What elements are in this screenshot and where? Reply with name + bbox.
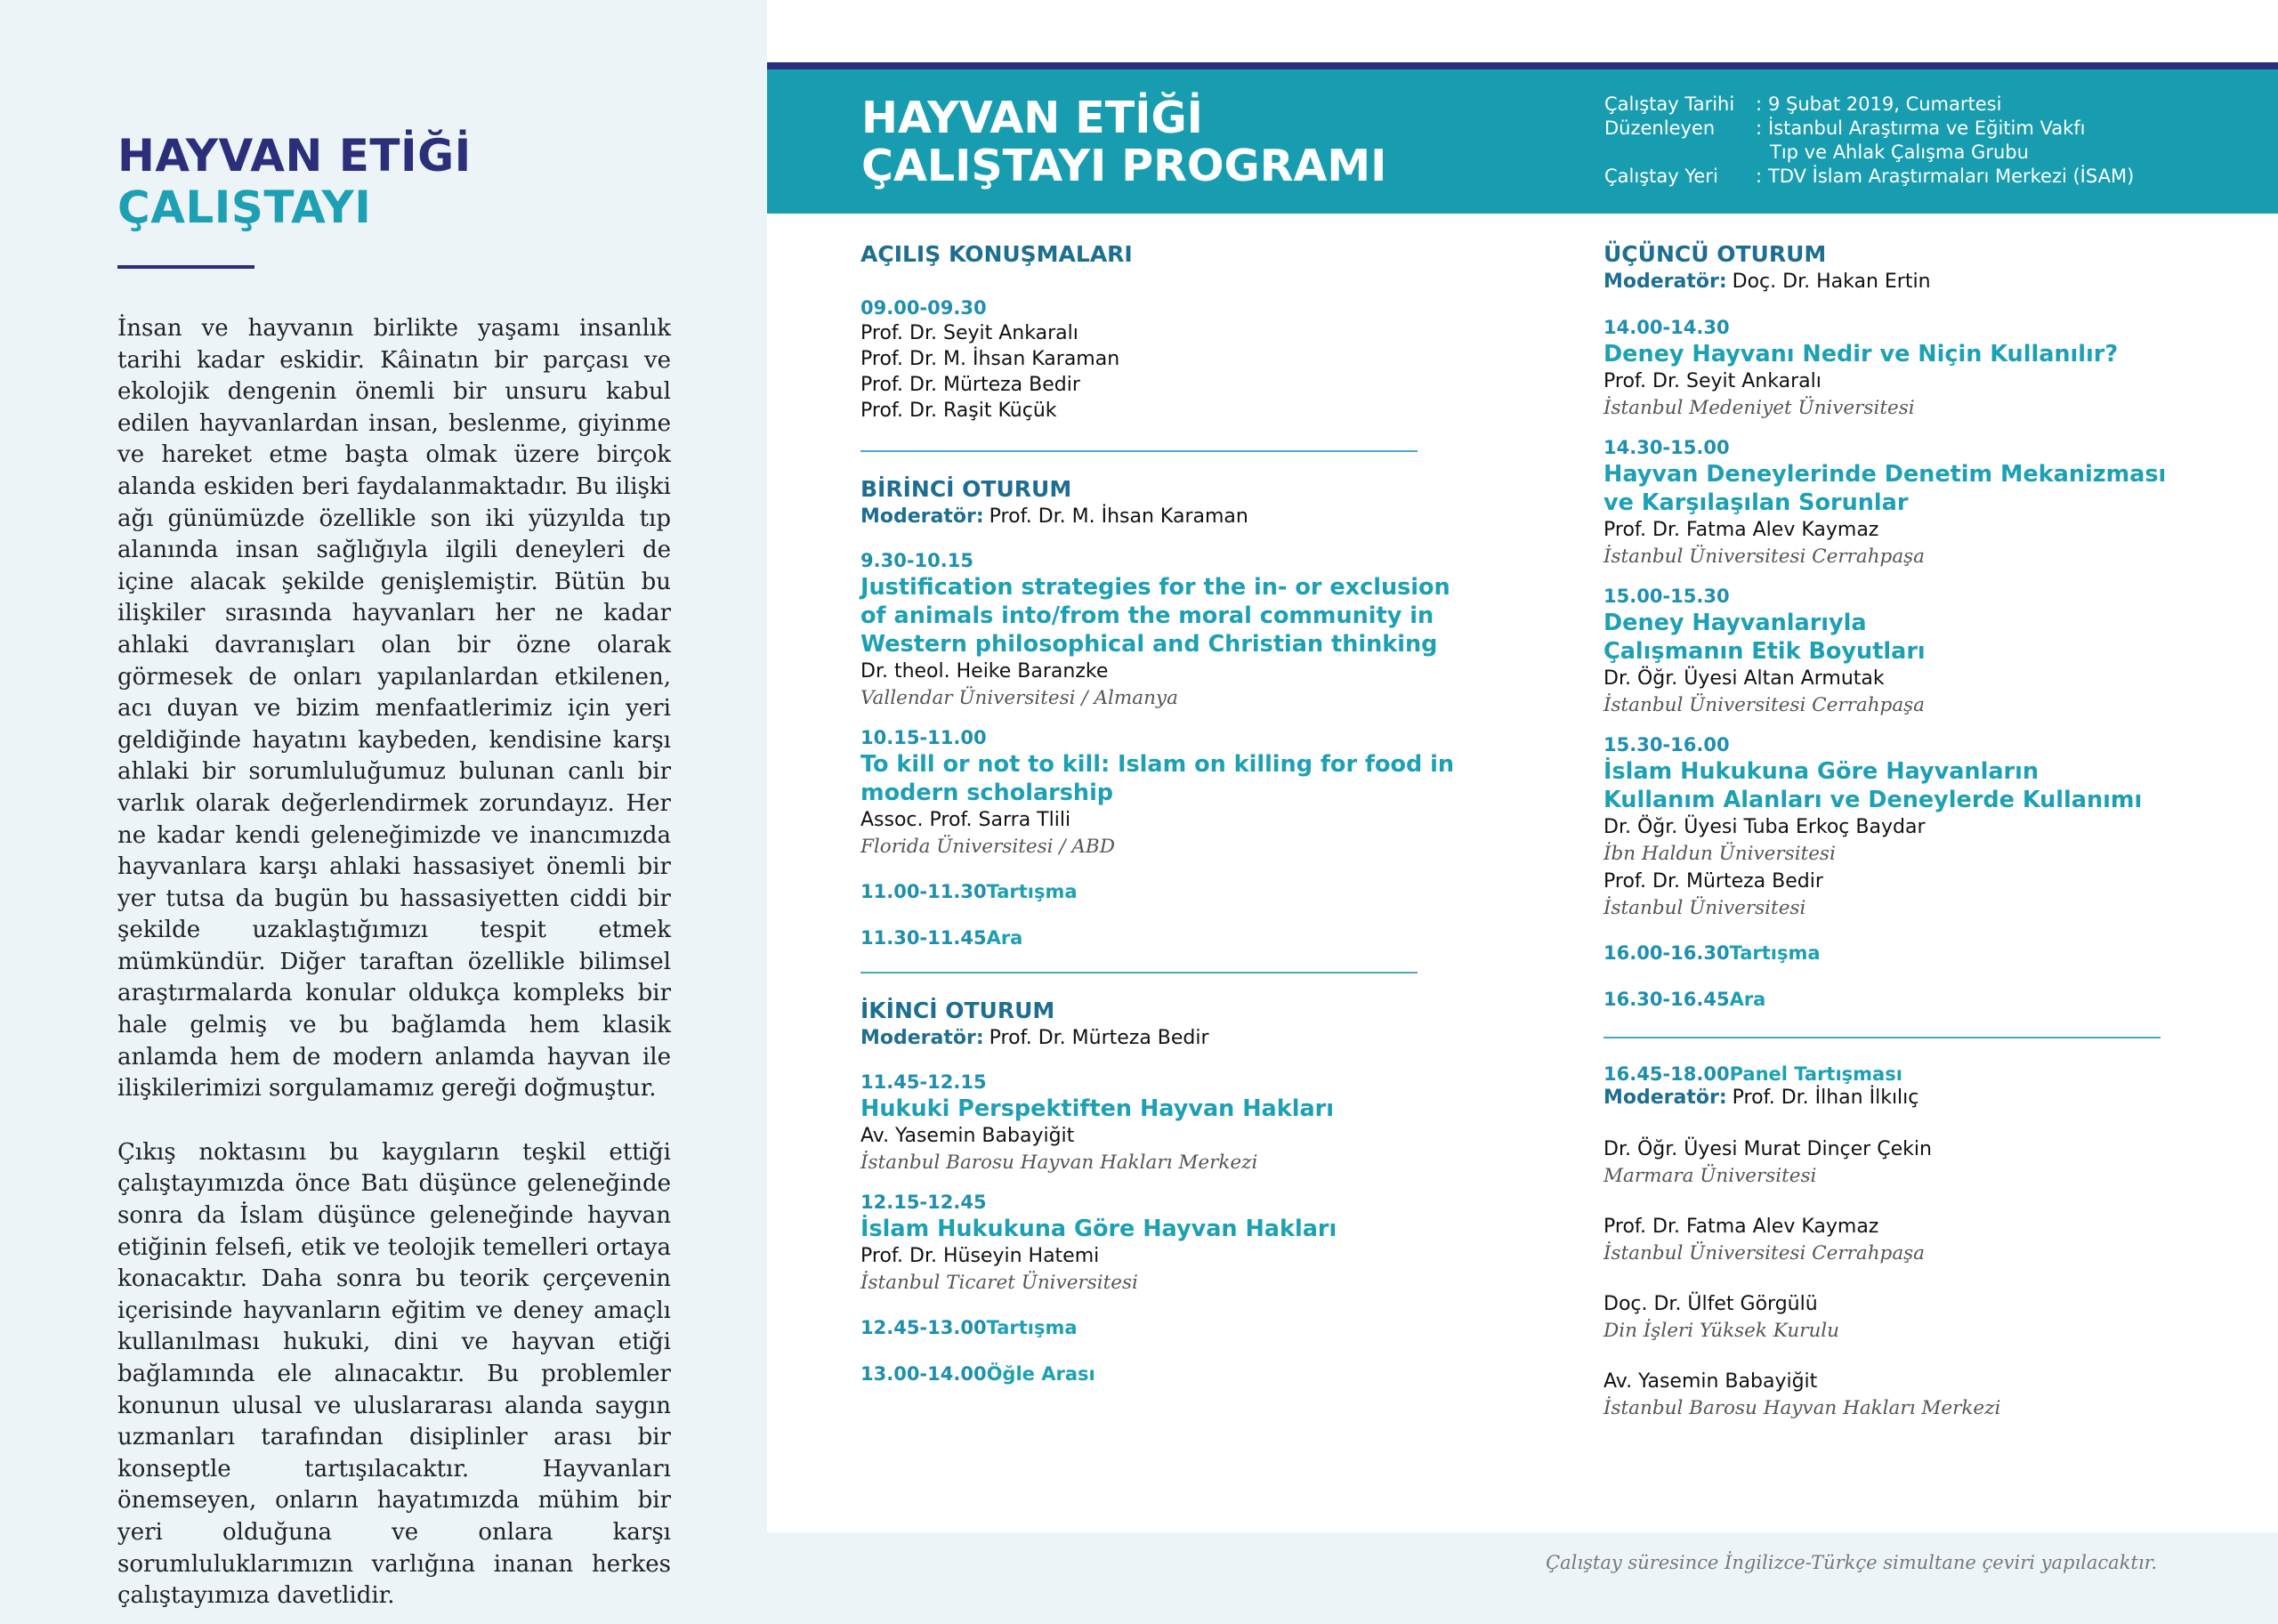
moderator-name: Prof. Dr. M. İhsan Karaman <box>989 505 1248 528</box>
break-item <box>860 1363 1419 1385</box>
session2-title: İKİNCİ OTURUM <box>860 998 1055 1023</box>
institution: İstanbul Ticaret Üniversitesi <box>860 1272 1138 1294</box>
institution: İstanbul Üniversitesi Cerrahpaşa <box>1603 545 1925 568</box>
speaker: Prof. Dr. Seyit Ankaralı <box>860 322 1078 344</box>
break-label: Ara <box>1729 989 1766 1010</box>
break-time: 16.00-16.30 <box>1603 942 1730 964</box>
institution: İbn Haldun Üniversitesi <box>1603 843 1836 865</box>
speaker: Dr. theol. Heike Baranzke <box>860 660 1109 683</box>
break-label: Ara <box>986 927 1023 949</box>
institution: İstanbul Barosu Hayvan Hakları Merkezi <box>860 1151 1258 1174</box>
info-value: 9 Şubat 2019, Cumartesi <box>1768 93 2002 115</box>
panelist: Av. Yasemin Babayiğit <box>1603 1370 1818 1393</box>
info-value: Tıp ve Ahlak Çalışma Grubu <box>1770 141 2029 163</box>
session3-title: ÜÇÜNCÜ OTURUM <box>1603 241 1827 267</box>
talk-time: 14.30-15.00 <box>1603 437 1730 458</box>
moderator-name: Prof. Dr. Mürteza Bedir <box>989 1027 1209 1049</box>
talk-title: To kill or not to kill: Islam on killing for food in <box>860 751 1455 778</box>
panel-heading <box>1603 1063 2162 1085</box>
moderator-name: Doç. Dr. Hakan Ertin <box>1732 271 1931 293</box>
panel-time: 16.45-18.00 <box>1603 1063 1730 1085</box>
talk-title: Hukuki Perspektiften Hayvan Hakları <box>860 1095 1334 1122</box>
program-column-left <box>860 240 1455 1385</box>
moderator <box>860 1025 1419 1052</box>
info-row-date: Çalıştay Tarihi : 9 Şubat 2019, Cumartesi <box>1604 93 2002 115</box>
left-title-line2: ÇALIŞTAYI <box>117 182 372 233</box>
break-time: 11.30-11.45 <box>860 927 987 949</box>
moderator-label: Moderatör: <box>1603 271 1727 293</box>
talk-time: 15.30-16.00 <box>1603 734 1730 755</box>
panelist: Dr. Öğr. Üyesi Murat Dinçer Çekin <box>1603 1138 1932 1160</box>
talk-title: Çalışmanın Etik Boyutları <box>1603 638 1926 665</box>
talk-time: 11.45-12.15 <box>860 1071 987 1093</box>
talk-title: modern scholarship <box>860 780 1114 806</box>
talk-title: İslam Hukukuna Göre Hayvanların <box>1603 758 2040 785</box>
speaker: Dr. Öğr. Üyesi Altan Armutak <box>1603 667 1885 690</box>
break-item <box>860 881 1419 902</box>
intro-paragraph-2: Çıkış noktasını bu kaygıların teşkil ettiği çalıştayımızda önce Batı düşünce geleneğinde sonra da İslam düşünce geleneğinde hayvan etiğinin felsefi, etik ve teolojik temelleri ortaya konacaktır. Daha sonra bu teorik çerçevenin içerisinde hayvanların eğitim ve deney amaçlı kullanılması hukuki, dini ve hayvan etiği bağlamında ele alınacaktır. Bu problemler konunun ulusal ve uluslararası alanda saygın uzmanları tarafından disiplinler arası bir konseptle tartışılacaktır. Hayvanları önemseyen, onların hayatımızda mühim bir yeri olduğuna ve onlara karşı sorumluluklarımızın varlığına inanan herkes çalıştayımıza davetlidir. <box>117 1138 671 1610</box>
institution: İstanbul Barosu Hayvan Hakları Merkezi <box>1603 1397 2001 1419</box>
institution: İstanbul Medeniyet Üniversitesi <box>1603 397 1915 419</box>
institution: İstanbul Üniversitesi Cerrahpaşa <box>1603 694 1925 716</box>
program-title-line2: ÇALIŞTAYI PROGRAMI <box>861 141 1387 191</box>
program-title <box>861 94 1386 190</box>
talk-title: ve Karşılaşılan Sorunlar <box>1603 489 1909 516</box>
event-info <box>1604 93 2134 189</box>
speaker: Assoc. Prof. Sarra Tlili <box>860 809 1071 831</box>
translation-note: Çalıştay süresince İngilizce-Türkçe simultane çeviri yapılacaktır. <box>1546 1552 2157 1573</box>
intro-paragraph-1: İnsan ve hayvanın birlikte yaşamı insanlık tarihi kadar eskidir. Kâinatın bir parçası ve ekolojik dengenin önemli bir unsuru kabul edilen hayvanlardan insan, beslenme, giyinme ve hareket etme başta olmak üzere birçok alanda eskiden beri faydalanmaktadır. Bu ilişki ağı günümüzde özellikle son iki yüzyılda tıp alanında insan sağlığıyla ilgili deneyleri de içine alacak şekilde genişlemiştir. Bütün bu ilişkiler sırasında hayvanları her ne kadar ahlaki davranışları olan bir özne olarak görmesek de onları yapılanlardan etkilenen, acı duyan ve bizim menfaatlerimiz için yeri geldiğinde hayatını kaybeden, kendisine karşı ahlaki bir sorumluluğumuz bulunan canlı bir varlık olarak değerlendirmek zorundayız. Her ne kadar kendi geleneğimizde ve inancımızda hayvanlara karşı ahlaki hassasiyet önemli bir yer tutsa da bugün bu hassasiyetten ciddi bir şekilde uzaklaştığımızı tespit etmek mümkündür. Diğer taraftan özellikle bilimsel araştırmalarda konular oldukça kompleks bir hale gelmiş ve bu bağlamda hem klasik anlamda hem de modern anlamda hayvan ile ilişkilerimizi sorgulamamız gereği doğmuştur. <box>117 315 671 1103</box>
speaker: Dr. Öğr. Üyesi Tuba Erkoç Baydar <box>1603 816 1926 838</box>
opening-title: AÇILIŞ KONUŞMALARI <box>860 241 1133 267</box>
panelist: Doç. Dr. Ülfet Görgülü <box>1603 1293 1818 1315</box>
break-label: Tartışma <box>1729 942 1821 964</box>
break-label: Öğle Arası <box>986 1363 1095 1385</box>
break-item <box>860 927 1419 949</box>
talk-title: Deney Hayvanlarıyla <box>1603 610 1867 636</box>
program-column-right <box>1603 240 2167 1423</box>
intro-text <box>117 313 671 1624</box>
speaker: Prof. Dr. Mürteza Bedir <box>860 374 1080 396</box>
institution: Florida Üniversitesi / ABD <box>860 836 1115 858</box>
moderator-label: Moderatör: <box>1603 1087 1727 1109</box>
speaker: Prof. Dr. Raşit Küçük <box>860 400 1057 422</box>
institution: Vallendar Üniversitesi / Almanya <box>860 687 1178 709</box>
moderator <box>1603 1085 2162 1111</box>
moderator <box>860 504 1419 530</box>
speaker: Prof. Dr. Seyit Ankaralı <box>1603 370 1822 392</box>
talk-title: Western philosophical and Christian thinking <box>860 631 1438 658</box>
break-time: 11.00-11.30 <box>860 881 987 902</box>
break-item <box>1603 989 2162 1010</box>
break-item <box>1603 942 2162 964</box>
info-row-venue: Çalıştay Yeri : TDV İslam Araştırmaları Merkezi (İSAM) <box>1604 166 2135 187</box>
session-time: 09.00-09.30 <box>860 297 987 319</box>
talk-time: 10.15-11.00 <box>860 727 987 748</box>
institution: İstanbul Üniversitesi Cerrahpaşa <box>1603 1242 1925 1264</box>
info-label <box>1604 141 1756 165</box>
talk-time: 12.15-12.45 <box>860 1192 987 1213</box>
break-time: 13.00-14.00 <box>860 1363 987 1385</box>
talk-title: İslam Hukukuna Göre Hayvan Hakları <box>860 1216 1337 1242</box>
info-value: İstanbul Araştırma ve Eğitim Vakfı <box>1768 117 2086 139</box>
program-header <box>767 69 2278 214</box>
talk-time: 14.00-14.30 <box>1603 317 1730 338</box>
header-top-stripe <box>767 62 2278 69</box>
talk-title: Hayvan Deneylerinde Denetim Mekanizması <box>1603 461 2167 488</box>
speaker: Prof. Dr. Mürteza Bedir <box>1603 870 1823 893</box>
info-label: Çalıştay Yeri <box>1604 166 1718 187</box>
institution: Marmara Üniversitesi <box>1603 1165 1817 1187</box>
talk-title: of animals into/from the moral community in <box>860 602 1434 629</box>
info-label: Çalıştay Tarihi <box>1604 93 1735 115</box>
talk-time: 15.00-15.30 <box>1603 586 1730 607</box>
break-time: 16.30-16.45 <box>1603 989 1730 1010</box>
speaker: Av. Yasemin Babayiğit <box>860 1125 1075 1147</box>
session1-title: BİRİNCİ OTURUM <box>860 476 1072 502</box>
talk-title: Justification strategies for the in- or exclusion <box>860 574 1450 601</box>
talk-title: Deney Hayvanı Nedir ve Niçin Kullanılır? <box>1603 341 2119 368</box>
info-row-organizer: Düzenleyen : İstanbul Araştırma ve Eğitim Vakfı <box>1604 117 2086 139</box>
info-row-organizer-2 <box>1604 141 2134 165</box>
left-panel <box>0 0 767 1624</box>
panelist: Prof. Dr. Fatma Alev Kaymaz <box>1603 1216 1879 1238</box>
break-label: Tartışma <box>986 881 1078 902</box>
moderator-label: Moderatör: <box>860 505 984 528</box>
program-title-line1: HAYVAN ETİĞİ <box>861 93 1203 143</box>
talk-time: 9.30-10.15 <box>860 550 973 571</box>
institution: İstanbul Üniversitesi <box>1603 897 1806 919</box>
info-value: TDV İslam Araştırmaları Merkezi (İSAM) <box>1768 166 2135 187</box>
panel-label: Panel Tartışması <box>1729 1063 1902 1085</box>
break-label: Tartışma <box>986 1317 1078 1338</box>
title-underline <box>117 265 254 269</box>
speaker: Prof. Dr. Hüseyin Hatemi <box>860 1245 1100 1267</box>
info-label: Düzenleyen <box>1604 117 1716 139</box>
moderator <box>1603 269 2162 295</box>
institution: Din İşleri Yüksek Kurulu <box>1603 1320 1840 1342</box>
break-time: 12.45-13.00 <box>860 1317 987 1338</box>
speaker: Prof. Dr. Fatma Alev Kaymaz <box>1603 519 1879 541</box>
moderator-name: Prof. Dr. İlhan İlkılıç <box>1732 1087 1919 1109</box>
moderator-label: Moderatör: <box>860 1027 984 1049</box>
speaker: Prof. Dr. M. İhsan Karaman <box>860 348 1120 370</box>
talk-title: Kullanım Alanları ve Deneylerde Kullanımı <box>1603 787 2143 813</box>
left-title-line1: HAYVAN ETİĞİ <box>117 130 472 182</box>
break-item <box>860 1317 1419 1338</box>
